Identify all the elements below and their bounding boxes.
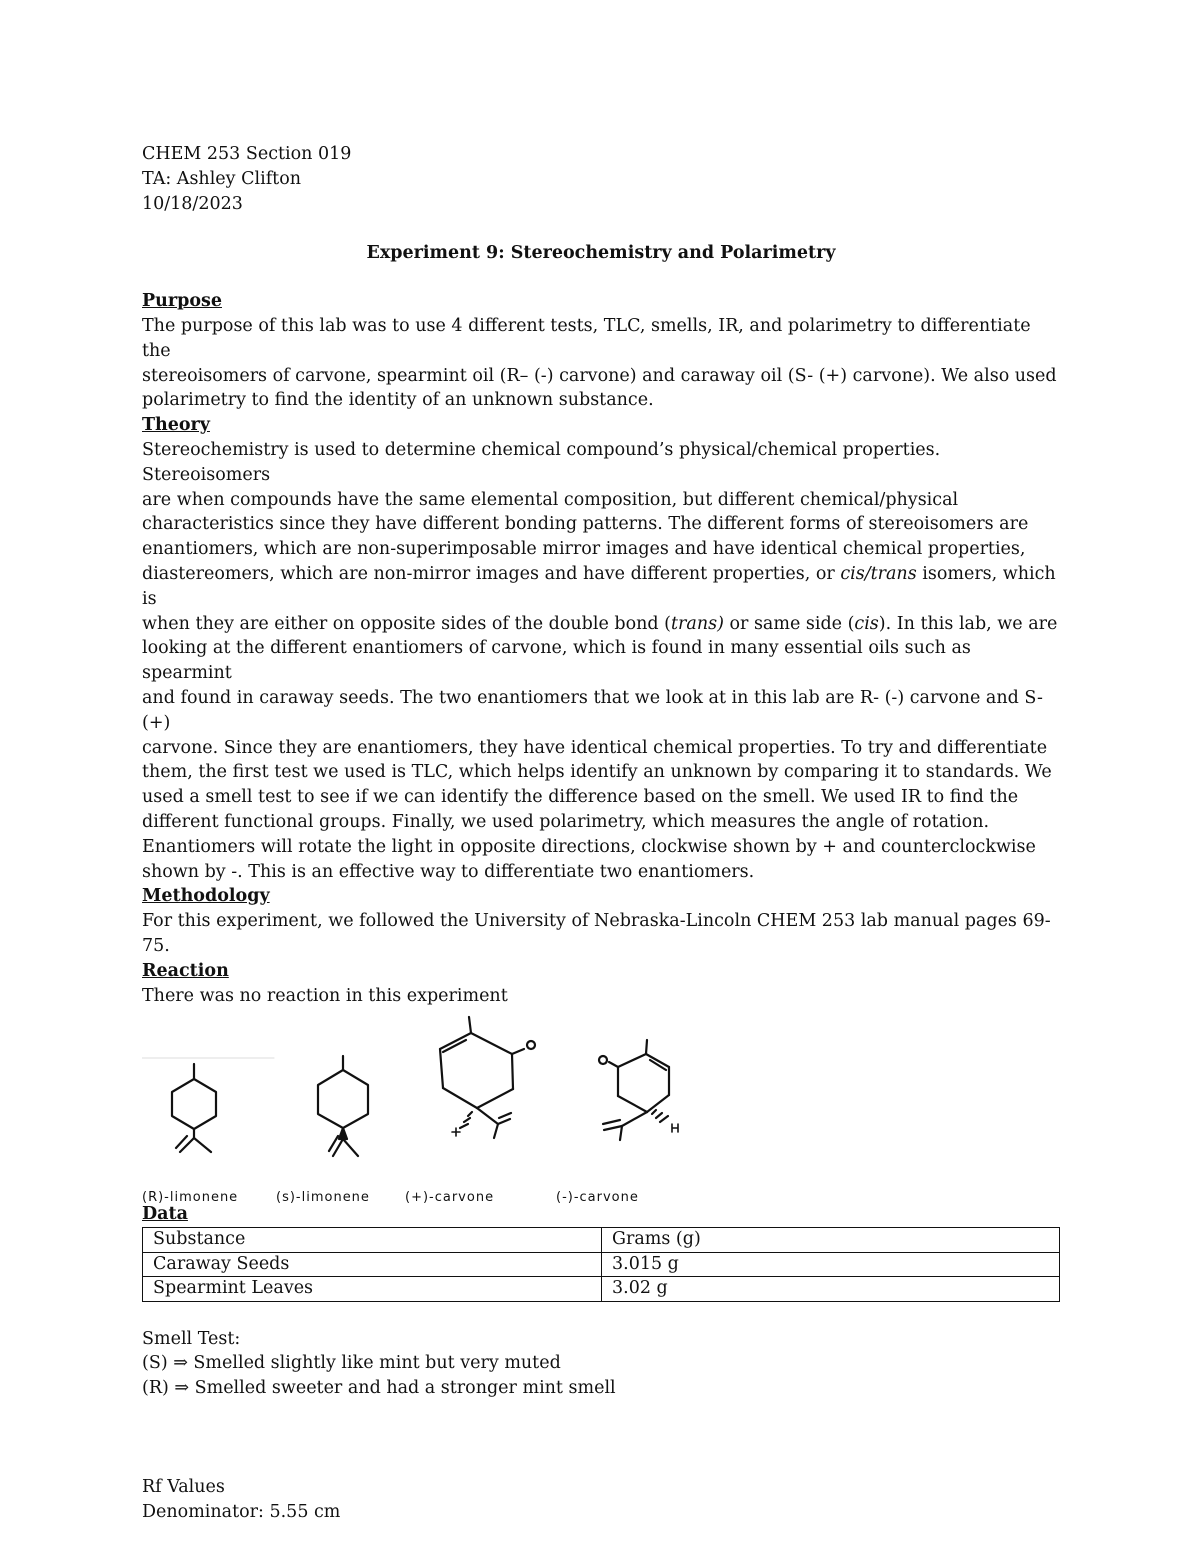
label-r-limonene: (R)-limonene <box>142 1190 239 1206</box>
theory-line-5-text: diastereomers, which are non-mirror images and have different properties, or <box>142 563 841 584</box>
table-cell: Spearmint Leaves <box>143 1277 602 1302</box>
reaction-text: There was no reaction in this experiment <box>142 985 508 1006</box>
purpose-heading: Purpose <box>142 291 222 312</box>
spacer <box>142 1401 1060 1475</box>
r-limonene-structure <box>172 1064 216 1152</box>
theory-line-5-end: isomers, which is <box>142 563 1056 609</box>
table-header-row <box>143 1228 1060 1253</box>
label-minus-carvone: (-)-carvone <box>556 1190 639 1206</box>
label-plus-carvone: (+)-carvone <box>405 1190 495 1206</box>
spacer <box>142 1302 1060 1327</box>
theory-line-1: Stereochemistry is used to determine chemical compound’s physical/chemical properties. Stereoisomers <box>142 439 941 485</box>
theory-line-5 <box>142 562 1060 612</box>
s-limonene-structure <box>318 1056 368 1156</box>
theory-line-6-text: when they are either on opposite sides of the double bond ( <box>142 613 671 634</box>
theory-line-7: looking at the different enantiomers of carvone, which is found in many essential oils such as spearmint <box>142 638 971 684</box>
methodology-heading: Methodology <box>142 886 270 907</box>
rf-denominator: Denominator: 5.55 cm <box>142 1501 341 1522</box>
structure-drawings <box>142 1012 1060 1206</box>
table-header-substance: Substance <box>143 1228 602 1253</box>
purpose-line-3: polarimetry to find the identity of an unknown substance. <box>142 390 654 411</box>
theory-line-6 <box>142 612 1060 637</box>
table-header-grams: Grams (g) <box>602 1228 1060 1253</box>
purpose-line-1: The purpose of this lab was to use 4 different tests, TLC, smells, IR, and polarimetry to differentiate the <box>142 315 1031 361</box>
theory-line-13: Enantiomers will rotate the light in opposite directions, clockwise shown by + and counterclockwise <box>142 836 1036 857</box>
document-page <box>142 142 1060 1525</box>
theory-line-8: and found in caraway seeds. The two enantiomers that we look at in this lab are R- (-) carvone and S- (+) <box>142 687 1043 733</box>
label-s-limonene: (s)-limonene <box>276 1190 370 1206</box>
cis-term: cis <box>854 613 879 634</box>
reaction-heading: Reaction <box>142 960 229 981</box>
report-date: 10/18/2023 <box>142 193 243 214</box>
smell-test-label: Smell Test: <box>142 1328 241 1349</box>
purpose-line-2: stereoisomers of carvone, spearmint oil (R– (-) carvone) and caraway oil (S- (+) carvone). We also used <box>142 365 1057 386</box>
theory-line-4: enantiomers, which are non-superimposable mirror images and have identical chemical properties, <box>142 539 1026 560</box>
rf-values-label: Rf Values <box>142 1476 225 1497</box>
page-title: Experiment 9: Stereochemistry and Polarimetry <box>366 243 836 264</box>
trans-term: trans) <box>671 613 724 634</box>
plus-carvone-structure <box>440 1017 535 1138</box>
table-cell: Caraway Seeds <box>143 1252 602 1277</box>
theory-line-10: them, the first test we used is TLC, which helps identify an unknown by comparing it to standards. We <box>142 762 1052 783</box>
theory-line-3: characteristics since they have different bonding patterns. The different forms of stereoisomers are <box>142 514 1029 535</box>
smell-test-s: (S) ⇒ Smelled slightly like mint but very muted <box>142 1353 561 1374</box>
theory-line-6-end: ). In this lab, we are <box>878 613 1058 634</box>
theory-line-6-mid: or same side ( <box>723 613 855 634</box>
methodology-line-2: 75. <box>142 935 170 956</box>
minus-carvone-structure <box>599 1040 678 1140</box>
cis-trans-term: cis/trans <box>840 563 917 584</box>
smell-test-r: (R) ⇒ Smelled sweeter and had a stronger mint smell <box>142 1378 616 1399</box>
table-cell: 3.02 g <box>602 1277 1060 1302</box>
ta-name: TA: Ashley Clifton <box>142 168 302 189</box>
structure-svg <box>142 1012 1060 1192</box>
table-cell: 3.015 g <box>602 1252 1060 1277</box>
methodology-line-1: For this experiment, we followed the University of Nebraska-Lincoln CHEM 253 lab manual pages 69- <box>142 911 1051 932</box>
theory-line-12: different functional groups. Finally, we used polarimetry, which measures the angle of rotation. <box>142 811 990 832</box>
course-section: CHEM 253 Section 019 <box>142 144 352 164</box>
data-heading: Data <box>142 1204 188 1225</box>
table-row <box>143 1252 1060 1277</box>
theory-heading: Theory <box>142 415 210 436</box>
theory-line-2: are when compounds have the same elemental composition, but different chemical/physical <box>142 489 959 510</box>
mass-table <box>142 1227 1060 1302</box>
theory-line-14: shown by -. This is an effective way to differentiate two enantiomers. <box>142 861 755 882</box>
table-row <box>143 1277 1060 1302</box>
theory-line-9: carvone. Since they are enantiomers, they have identical chemical properties. To try and differentiate <box>142 737 1048 758</box>
theory-line-11: used a smell test to see if we can identify the difference based on the smell. We used IR to find the <box>142 787 1019 808</box>
